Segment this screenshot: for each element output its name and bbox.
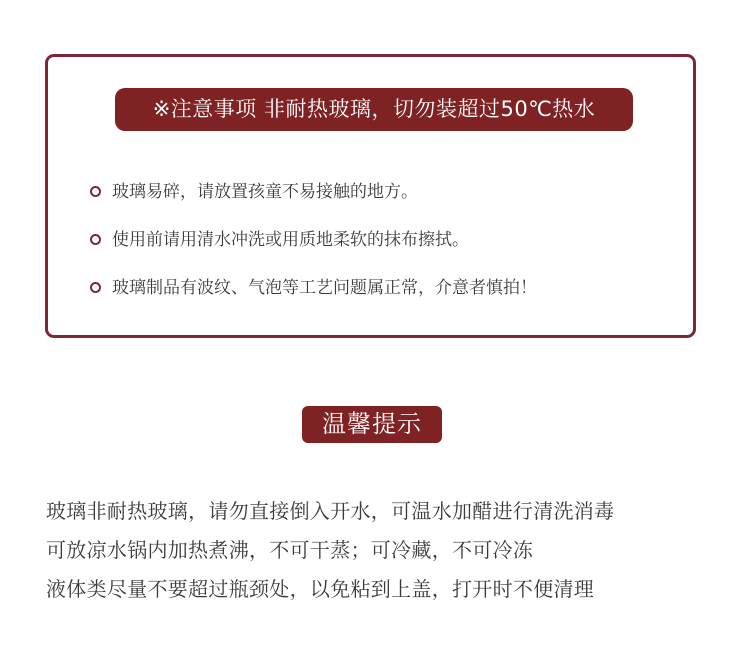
tips-title: 温馨提示: [302, 406, 442, 443]
notice-title: ※注意事项 非耐热玻璃，切勿装超过50℃热水: [115, 88, 633, 131]
circle-bullet-icon: [90, 282, 101, 293]
tips-line: 液体类尽量不要超过瓶颈处，以免粘到上盖，打开时不便清理: [46, 577, 595, 601]
notice-item-text: 使用前请用清水冲洗或用质地柔软的抹布擦拭。: [112, 230, 469, 250]
notice-item: [90, 266, 537, 314]
notice-item-text: 玻璃易碎，请放置孩童不易接触的地方。: [112, 182, 418, 202]
tips-line: 可放凉水锅内加热煮沸，不可干蒸；可冷藏，不可冷冻: [46, 538, 534, 562]
notice-item-text: 玻璃制品有波纹、气泡等工艺问题属正常，介意者慎拍！: [112, 278, 537, 298]
tips-line: 玻璃非耐热玻璃，请勿直接倒入开水，可温水加醋进行清洗消毒: [46, 499, 615, 523]
notice-item: [90, 218, 537, 266]
circle-bullet-icon: [90, 186, 101, 197]
circle-bullet-icon: [90, 234, 101, 245]
notice-item: [90, 170, 537, 218]
notice-list: [90, 170, 537, 314]
tips-body: [46, 492, 726, 609]
